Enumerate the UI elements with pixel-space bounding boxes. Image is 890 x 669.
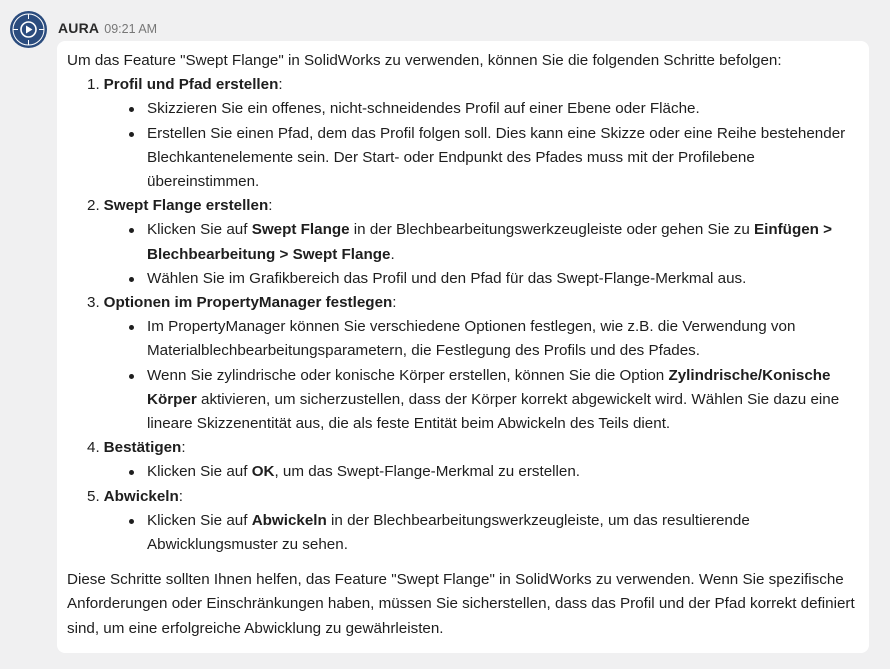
step-number: 1. bbox=[87, 76, 100, 94]
step-number: 2. bbox=[87, 197, 100, 215]
bullet-item: Klicken Sie auf OK, um das Swept-Flange-Merkmal zu erstellen. bbox=[127, 460, 859, 484]
list-item: 5. Abwickeln: Klicken Sie auf Abwickeln in der Blechbearbeitungswerkzeugleiste, um das resultierende Abwicklungsmuster zu sehen. bbox=[67, 485, 859, 558]
message-bubble bbox=[57, 41, 869, 653]
step-title: Abwickeln bbox=[103, 487, 179, 505]
step-title: Profil und Pfad erstellen bbox=[103, 76, 279, 94]
list-item: 3. Optionen im PropertyManager festlegen: Im PropertyManager können Sie verschiedene Optionen festlegen, wie z.B. die Verwendung von Materialblechbearbeitungsparametern, die Festlegung des Profils und des Pfades. Wenn Sie zylindrische oder konische Körper erstellen, können Sie die Option Zylindrische/Konische Körper aktivieren, um sicherzustellen, dass der Körper korrekt abgewickelt wird. Wählen Sie dazu eine lineare Skizzenentität aus, die als feste Entität beim Abwickeln des Teils dient. bbox=[67, 291, 859, 436]
message-intro: Um das Feature "Swept Flange" in SolidWorks zu verwenden, können Sie die folgenden Schritte befolgen: bbox=[67, 52, 782, 69]
list-item: 4. Bestätigen: Klicken Sie auf OK, um das Swept-Flange-Merkmal zu erstellen. bbox=[67, 436, 859, 484]
step-number: 5. bbox=[87, 487, 100, 505]
step-number: 3. bbox=[87, 294, 100, 312]
step-title: Bestätigen bbox=[103, 439, 182, 457]
message-time: 09:21 AM bbox=[104, 22, 158, 36]
bullet-item: Wählen Sie im Grafikbereich das Profil und den Pfad für das Swept-Flange-Merkmal aus. bbox=[127, 267, 859, 291]
message-outro: Diese Schritte sollten Ihnen helfen, das Feature "Swept Flange" in SolidWorks zu verwenden. Wenn Sie spezifische Anforderungen oder Einschränkungen haben, müssen Sie sicherstellen, dass das Profil und der Pfad korrekt definiert sind, um eine erfolgreiche Abwicklung zu gewährleisten. bbox=[67, 571, 855, 637]
play-badge-icon bbox=[10, 11, 47, 48]
bullet-item: Im PropertyManager können Sie verschiedene Optionen festlegen, wie z.B. die Verwendung von Materialblechbearbeitungsparametern, die Festlegung des Profils und des Pfades. bbox=[127, 315, 859, 363]
sender-name[interactable]: AURA bbox=[58, 20, 100, 36]
step-title: Swept Flange erstellen bbox=[103, 197, 269, 215]
message-header bbox=[58, 20, 157, 38]
bullet-item: Erstellen Sie einen Pfad, dem das Profil folgen soll. Dies kann eine Skizze oder eine Reihe bestehender Blechkantenelemente sein. Der Start- oder Endpunkt des Pfades muss mit der Profilebene übereinstimmen. bbox=[127, 122, 859, 195]
bullet-item: Wenn Sie zylindrische oder konische Körper erstellen, können Sie die Option Zylindrische/Konische Körper aktivieren, um sicherzustellen, dass der Körper korrekt abgewickelt wird. Wählen Sie dazu eine lineare Skizzenentität aus, die als feste Entität beim Abwickeln des Teils dient. bbox=[127, 364, 859, 437]
list-item: 1. Profil und Pfad erstellen: Skizzieren Sie ein offenes, nicht-schneidendes Profil auf einer Ebene oder Fläche. Erstellen Sie einen Pfad, dem das Profil folgen soll. Dies kann eine Skizze oder eine Reihe bestehender Blechkantenelemente sein. Der Start- oder Endpunkt des Pfades muss mit der Profilebene übereinstimmen. bbox=[67, 73, 859, 194]
list-item: 2. Swept Flange erstellen: Klicken Sie auf Swept Flange in der Blechbearbeitungswerkzeugleiste oder gehen Sie zu Einfügen > Blechbearbeitung > Swept Flange. Wählen Sie im Grafikbereich das Profil und den Pfad für das Swept-Flange-Merkmal aus. bbox=[67, 194, 859, 291]
avatar[interactable] bbox=[10, 11, 47, 48]
step-number: 4. bbox=[87, 439, 100, 457]
bullet-item: Klicken Sie auf Swept Flange in der Blechbearbeitungswerkzeugleiste oder gehen Sie zu Einfügen > Blechbearbeitung > Swept Flange. bbox=[127, 218, 859, 266]
bullet-item: Klicken Sie auf Abwickeln in der Blechbearbeitungswerkzeugleiste, um das resultierende Abwicklungsmuster zu sehen. bbox=[127, 509, 859, 557]
bullet-item: Skizzieren Sie ein offenes, nicht-schneidendes Profil auf einer Ebene oder Fläche. bbox=[127, 97, 859, 121]
steps-list bbox=[67, 73, 859, 557]
step-title: Optionen im PropertyManager festlegen bbox=[103, 294, 393, 312]
